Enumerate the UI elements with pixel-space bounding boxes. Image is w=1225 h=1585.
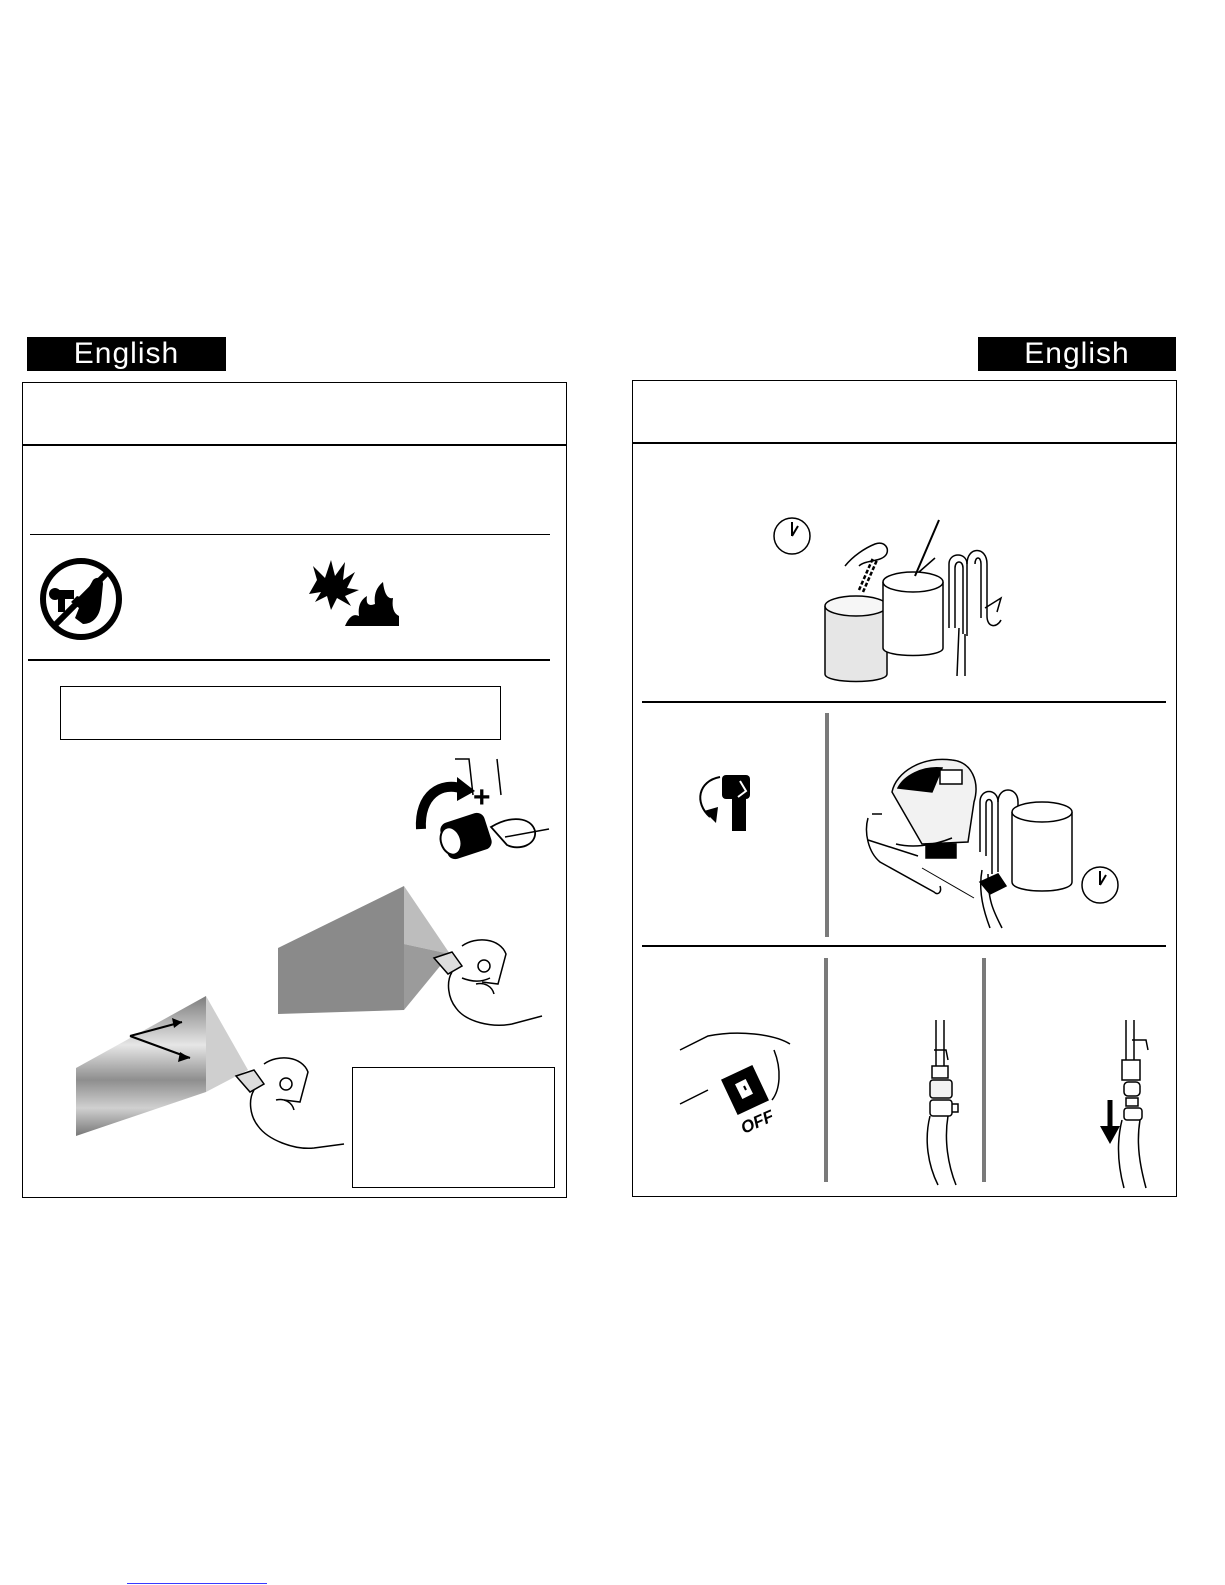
prime-valve-knob-illustration [692,767,772,837]
round-pipe-spray-illustration [76,996,346,1181]
right-header-divider [632,442,1177,444]
language-label-left: English [73,337,180,370]
hose-disconnected-illustration [1096,1020,1166,1190]
sprayer-pump-illustration [862,752,1122,932]
flushing-buckets-illustration [815,516,1015,686]
left-warning-bottom-divider [28,659,550,661]
fire-explosion-icon [305,556,400,628]
left-warning-top-divider [30,534,550,535]
right-column-divider-c [982,958,986,1182]
tip-guard-tightening-illustration [415,755,555,865]
left-notice-box [60,686,501,740]
right-column-divider-b [824,958,828,1182]
clock-icon [1080,865,1120,905]
hose-connected-illustration [918,1020,968,1185]
clock-icon [772,516,812,556]
footer-link-underline[interactable] [127,1583,267,1584]
right-column-divider-a [825,713,829,937]
left-header-divider [22,444,567,446]
off-label: OFF [737,1106,777,1138]
no-hand-injection-icon [38,556,124,642]
language-badge-right [978,337,1176,371]
right-section-divider-1 [642,701,1166,703]
plus-sign: + [473,781,491,814]
language-label-right: English [1024,337,1130,370]
power-switch-off-illustration [678,1030,808,1145]
right-section-divider-2 [642,945,1166,947]
language-badge-left [27,337,226,371]
left-tip-box [352,1067,555,1188]
